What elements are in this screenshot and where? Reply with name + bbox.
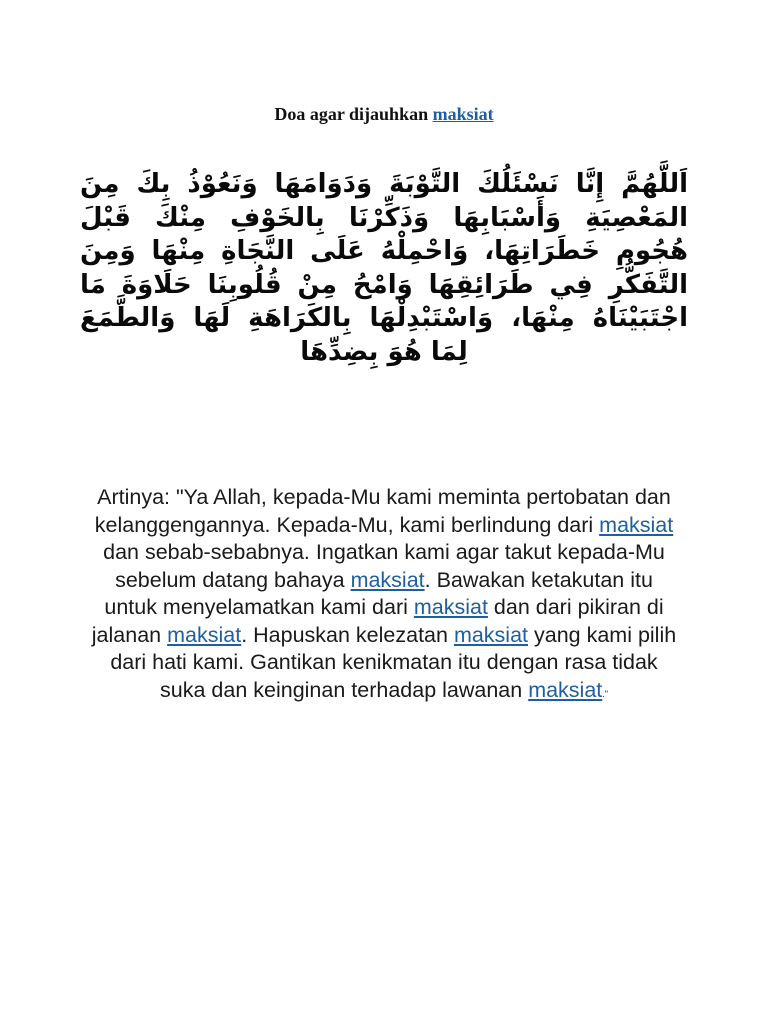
- arabic-prayer-text: اَللَّهُمَّ إِنَّا نَسْئَلُكَ التَّوْبَةَ وَدَوَامَهَا وَنَعُوْذُ بِكَ مِنَ المَعْصِيَةِ وَأَسْبَابِهَا وَذَكِّرْنَا بِالخَوْفِ مِنْكَ قَبْلَ هُجُومِ خَطَرَاتِهَا، وَاحْمِلْهُ عَلَى النَّجَاةِ مِنْهَا وَمِنَ التَّفَكُّرِ فِي طَرَائِقِهَا وَامْحُ مِنْ قُلُوبِنَا حَلَاوَةَ مَا اجْتَبَيْنَاهُ مِنْهَا، وَاسْتَبْدِلْهَا بِالكَرَاهَةِ لَهَا وَالطَّمَعَ لِمَا هُوَ بِضِدِّهَا: [80, 169, 688, 367]
- maksiat-link-2[interactable]: maksiat: [350, 567, 425, 592]
- title-maksiat-link[interactable]: maksiat: [432, 104, 494, 124]
- title-text: Doa agar dijauhkan: [274, 104, 433, 124]
- translation-text-2: dan sebab-sebabnya. Ingatkan kami agar takut kepada-Mu sebelum datang bahaya: [103, 540, 665, 592]
- translation-text-1: Artinya: "Ya Allah, kepada-Mu kami meminta pertobatan dan kelanggengannya. Kepada-Mu, kami berlindung dari: [94, 485, 671, 537]
- maksiat-link-6[interactable]: maksiat: [528, 677, 603, 702]
- closing-quote: .": [602, 688, 608, 699]
- translation-text-3: . Bawakan ketakutan itu untuk menyelamatkan kami dari: [104, 567, 653, 619]
- maksiat-link-4[interactable]: maksiat: [167, 622, 242, 647]
- maksiat-link-1[interactable]: maksiat: [599, 512, 674, 537]
- translation-text-6: yang kami pilih dari hati kami. Gantikan kenikmatan itu dengan rasa tidak suka dan keinginan terhadap lawanan: [110, 622, 677, 702]
- maksiat-link-3[interactable]: maksiat: [413, 595, 488, 619]
- maksiat-link-5[interactable]: maksiat: [453, 622, 529, 647]
- translation-paragraph: [90, 484, 678, 708]
- page-title: [0, 104, 768, 125]
- translation-text-5: . Hapuskan kelezatan: [241, 622, 454, 647]
- translation-text-4: dan dari pikiran di jalanan: [91, 595, 664, 647]
